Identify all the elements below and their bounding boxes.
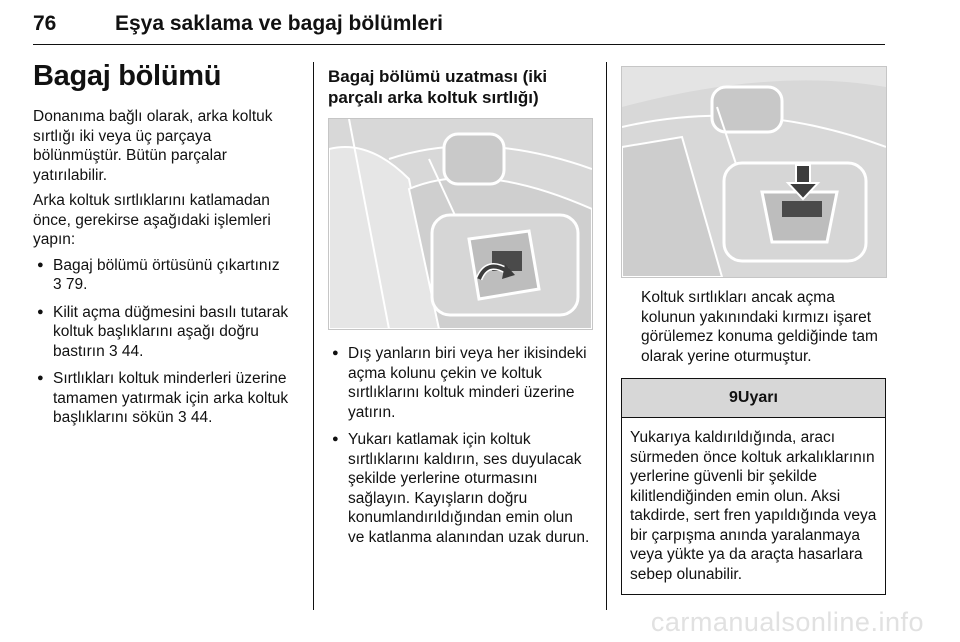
page-reference[interactable]: 3 79.: [53, 276, 88, 293]
chapter-title: Eşya saklama ve bagaj bölümleri: [115, 12, 444, 35]
page-header: [33, 10, 885, 45]
column-divider-2: [606, 62, 607, 610]
list-item: ● Kilit açma düğmesini basılı tutarak koltuk başlıklarını aşağı doğru bastırın 3 44.: [33, 303, 301, 362]
seat-release-illustration: [328, 118, 593, 330]
column-1: [33, 60, 301, 436]
seat-lever-drawing: [329, 119, 592, 329]
instructions-paragraph: Arka koltuk sırtlıklarını katlamadan önce, gerekirse aşağıdaki işlemleri yapın:: [33, 192, 271, 248]
page-reference[interactable]: 3 44.: [109, 342, 144, 360]
instruction-list: [33, 256, 301, 428]
intro-paragraph: Donanıma bağlı olarak, arka koltuk sırtlığı iki veya üç parçaya bölünmüştür. Bütün parçalar yatırılabilir.: [33, 108, 273, 184]
warning-box: [621, 378, 886, 595]
column-2: [328, 66, 592, 555]
figure-caption: Koltuk sırtlıkları ancak açma kolunun yakınındaki kırmızı işaret görülemez konuma geldiğinde tam olarak yerine oturmuştur.: [641, 289, 878, 365]
column-3: [621, 66, 886, 595]
warning-header: [622, 379, 885, 418]
column-divider-1: [313, 62, 314, 610]
warning-title: 9Uyarı: [729, 389, 778, 406]
seat-lock-illustration: [621, 66, 887, 278]
warning-text: Yukarıya kaldırıldığında, aracı sürmeden önce koltuk arkalıklarının yerlerine güvenli bir şekilde kilitlendiğinden emin olun. Aksi takdirde, sert fren yapıldığında veya bir çarpışma anında yaralanmaya veya yükte ya da araçta hasarlara sebep olunabilir.: [630, 429, 877, 583]
page-number: 76: [33, 12, 57, 35]
list-item: ● Sırtlıkları koltuk minderleri üzerine tamamen yatırmak için arka koltuk başlıklarını sökün 3 44.: [33, 369, 301, 428]
list-item: ● Dış yanların biri veya her ikisindeki açma kolunu çekin ve koltuk sırtlıklarını koltuk minderi üzerine yatırın.: [328, 344, 592, 422]
instruction-list: [328, 344, 592, 547]
section-title: Bagaj bölümü: [33, 60, 222, 92]
list-item: ● Yukarı katlamak için koltuk sırtlıklarını kaldırın, ses duyulacak şekilde yerlerine oturmasını sağlayın. Kayışların doğru konumlandırıldığından emin olun ve katlanma alanından uzak durun.: [328, 430, 592, 547]
seat-lock-drawing: [622, 67, 886, 277]
list-item: ● Bagaj bölümü örtüsünü çıkartınız 3 79.: [33, 256, 301, 295]
page-reference[interactable]: 3 44.: [177, 409, 213, 426]
subsection-title: Bagaj bölümü uzatması (iki parçalı arka koltuk sırtlığı): [328, 67, 548, 107]
watermark: carmanualsonline.info: [650, 607, 924, 637]
